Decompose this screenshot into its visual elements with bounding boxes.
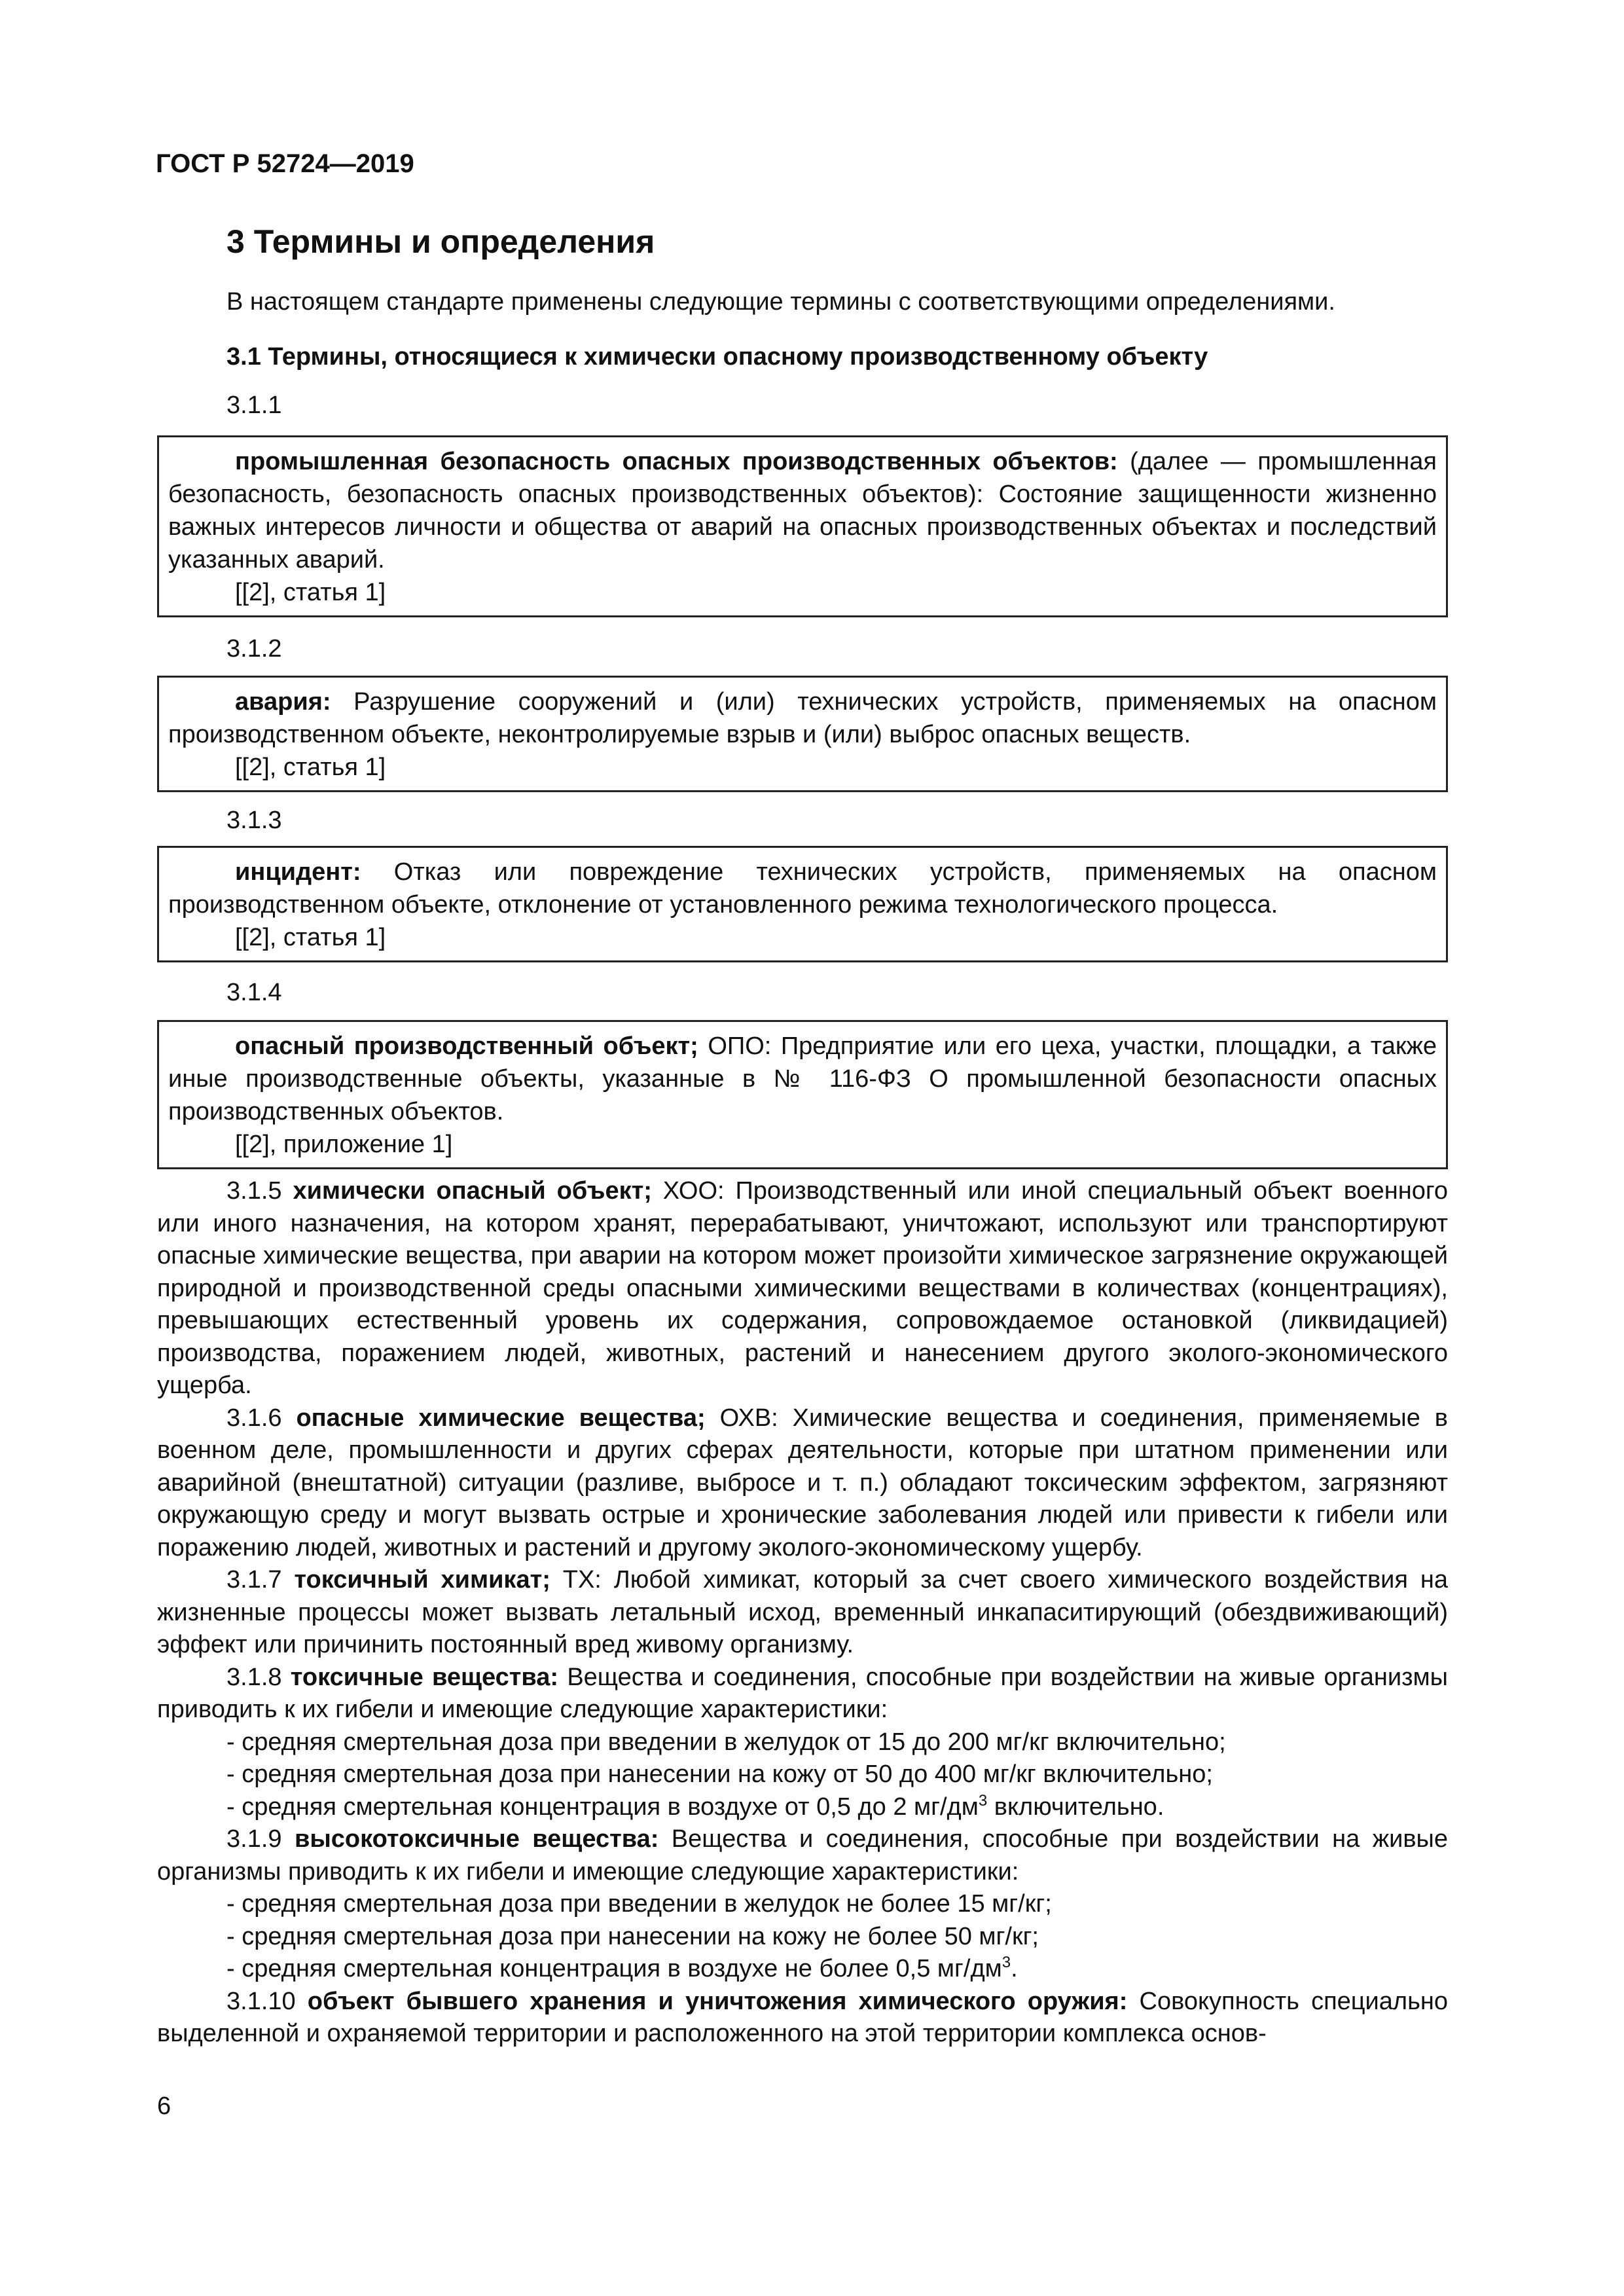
standard-code: ГОСТ Р 52724—2019	[156, 149, 414, 178]
list-item: - средняя смертельная концентрация в воздухе от 0,5 до 2 $мг/дм^3$ включительно.	[226, 1791, 1164, 1821]
term-number: 3.1.1	[226, 392, 282, 419]
term-number: 3.1.8	[226, 1663, 282, 1691]
term-number: 3.1.9	[226, 1825, 282, 1853]
term-paragraph	[157, 1662, 1448, 1726]
term-name: промышленная безопасность опасных производственных объектов:	[235, 448, 1118, 475]
term-number: 3.1.5	[226, 1177, 282, 1205]
term-source: [[2], статья 1]	[235, 754, 386, 781]
term-source: [[2], приложение 1]	[235, 1131, 453, 1158]
term-number: 3.1.7	[226, 1566, 282, 1594]
list-item: - средняя смертельная доза при введении в желудок от 15 до 200 мг/кг включительно;	[226, 1728, 1226, 1756]
term-definition	[168, 856, 1437, 921]
page-number: 6	[157, 2092, 171, 2120]
term-text: Совокупность специально выделенной и охраняемой территории и расположенного на этой территории комплекса основ-	[157, 1987, 1449, 2047]
term-paragraph	[157, 1564, 1448, 1662]
list-item: - средняя смертельная доза при нанесении на кожу от 50 до 400 мг/кг включительно;	[226, 1760, 1213, 1788]
term-paragraph	[157, 1402, 1448, 1565]
term-paragraph	[157, 1175, 1448, 1402]
term-box	[157, 1020, 1448, 1169]
term-box	[157, 676, 1448, 792]
term-source: [[2], статья 1]	[235, 924, 386, 951]
term-definition	[168, 445, 1437, 576]
term-text: ТХ: Любой химикат, который за счет своего химического воздействия на жизненные процессы может вызвать летальный исход, временный инкапаситирующий (обездвиживающий) эффект или причинить постоянный вред живому организму.	[157, 1566, 1448, 1658]
term-name: объект бывшего хранения и уничтожения химического оружия:	[307, 1987, 1128, 2015]
list-item: - средняя смертельная концентрация в воздухе не более 0,5 $мг/дм^3$.	[226, 1954, 1018, 1982]
term-text: (далее — промышленная безопасность, безопасность опасных производственных объектов): Состояние защищенности жизненно важных интересов личности и общества от аварий на опасных производственных объектах и последствий указанных аварий.	[168, 448, 1437, 574]
term-text: ХОО: Производственный или иной специальный объект военного или иного назначения, на котором хранят, перерабатывают, уничтожают, используют или транспортируют опасные химические вещества, при аварии на котором может произойти химическое загрязнение окружающей природной и производственной среды опасными химическими веществами в количествах (концентрациях), превышающих естественный уровень их содержания, сопровождаемое остановкой (ликвидацией) производства, поражением людей, животных, растений и нанесением другого эколого-экономического ущерба.	[157, 1177, 1448, 1399]
term-name: токсичные вещества:	[290, 1663, 559, 1691]
list-item: - средняя смертельная доза при нанесении на кожу не более 50 мг/кг;	[226, 1922, 1039, 1950]
term-text: ОПО: Предприятие или его цеха, участки, площадки, а также иные производственные объекты, указанные в № 116-ФЗ О промышленной безопасности опасных производственных объектов.	[168, 1032, 1437, 1125]
term-definition	[168, 1030, 1437, 1128]
term-name: токсичный химикат;	[294, 1566, 550, 1594]
term-name: высокотоксичные вещества:	[294, 1825, 659, 1853]
subsection-title: 3.1 Термины, относящиеся к химически опасному производственному объекту	[226, 343, 1208, 371]
terms-body	[157, 1175, 1448, 2050]
term-number: 3.1.4	[226, 979, 282, 1006]
term-text: Разрушение сооружений и (или) технических устройств, применяемых на опасном производственном объекте, неконтролируемые взрыв и (или) выброс опасных веществ.	[168, 688, 1437, 748]
term-name: опасные химические вещества;	[296, 1404, 706, 1432]
section-intro: В настоящем стандарте применены следующие термины с соответствующими определениями.	[226, 288, 1335, 316]
term-number: 3.1.3	[226, 807, 282, 834]
term-text: Вещества и соединения, способные при воздействии на живые организмы приводить к их гибели и имеющие следующие характеристики:	[157, 1663, 1448, 1723]
term-name: химически опасный объект;	[293, 1177, 652, 1205]
term-name: опасный производственный объект;	[235, 1032, 698, 1060]
section-title: 3 Термины и определения	[226, 223, 655, 260]
term-number: 3.1.2	[226, 635, 282, 663]
term-name: авария:	[235, 688, 331, 716]
term-number: 3.1.6	[226, 1404, 282, 1432]
term-box	[157, 435, 1448, 617]
list-item: - средняя смертельная доза при введении в желудок не более 15 мг/кг;	[226, 1890, 1052, 1918]
term-text: ОХВ: Химические вещества и соединения, применяемые в военном деле, промышленности и других сферах деятельности, которые при штатном применении или аварийной (внештатной) ситуации (разливе, выбросе и т. п.) обладают токсическим эффектом, загрязняют окружающую среду и могут вызвать острые и хронические заболевания людей или привести к гибели или поражению людей, животных и растений и другому эколого-экономическому ущербу.	[157, 1404, 1448, 1561]
term-paragraph	[157, 1986, 1448, 2050]
term-text: Вещества и соединения, способные при воздействии на живые организмы приводить к их гибели и имеющие следующие характеристики:	[157, 1825, 1448, 1886]
term-definition	[168, 685, 1437, 751]
term-box	[157, 846, 1448, 962]
term-name: инцидент:	[235, 858, 361, 886]
term-source: [[2], статья 1]	[235, 579, 386, 606]
term-number: 3.1.10	[226, 1987, 296, 2015]
term-paragraph	[157, 1823, 1448, 1888]
term-text: Отказ или повреждение технических устройств, применяемых на опасном производственном объекте, отклонение от установленного режима технологического процесса.	[168, 858, 1437, 919]
